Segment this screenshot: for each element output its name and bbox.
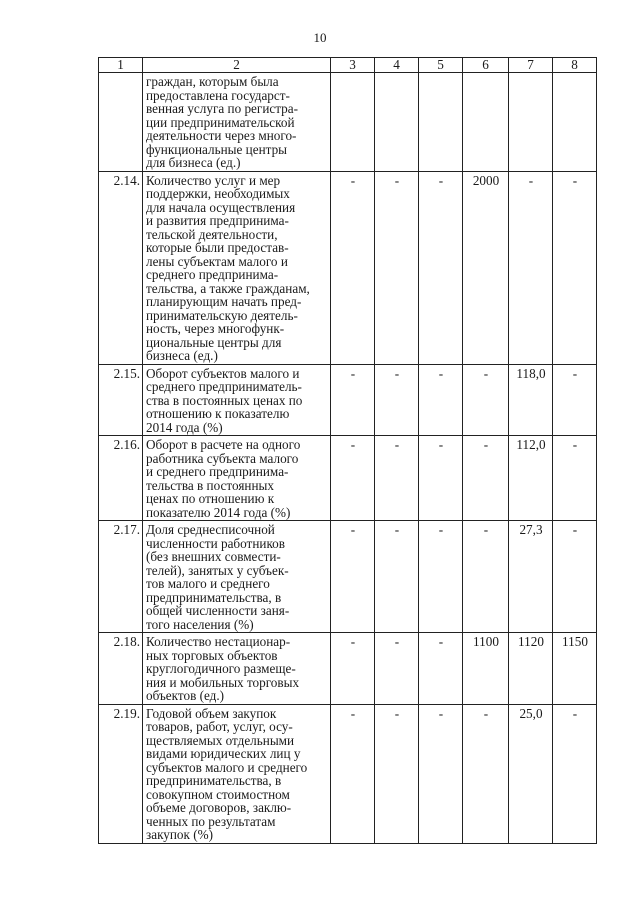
description-line: и развития предпринима- [146,213,289,228]
column-header: 2 [143,58,331,73]
row-number: 2.16. [99,436,143,521]
indicator-description [143,171,331,364]
column-header: 4 [375,58,419,73]
description-line: круглогодичного размеще- [146,661,296,676]
description-line: ценах по отношению к [146,491,275,506]
description-line: граждан, которым была [146,74,279,89]
description-line: объектов (ед.) [146,688,225,703]
value-cell-col-3 [331,73,375,172]
description-line: среднего предпринима- [146,267,279,282]
description-line: численности работников [146,535,285,551]
description-line: ных торговых объектов [146,647,278,663]
description-line: Количество услуг и мер [146,172,281,188]
value-cell-col-5: - [419,704,463,843]
description-line: Оборот субъектов малого и [146,365,300,381]
value-cell-col-8: - [553,171,597,364]
table-row [99,364,597,436]
value-cell-col-5 [419,73,463,172]
description-line: ществляемых отдельными [146,732,295,748]
description-line: работника субъекта малого [146,450,299,466]
value-cell-col-3: - [331,171,375,364]
description-line: Количество нестационар- [146,634,291,649]
description-line: Доля среднесписочной [146,522,275,537]
value-cell-col-4: - [375,436,419,521]
description-line: тов малого и среднего [146,576,270,591]
description-line: предпринимательства, в [146,589,282,605]
indicator-description [143,521,331,633]
description-line: закупок (%) [146,827,213,842]
value-cell-col-5: - [419,521,463,633]
indicators-table [98,57,597,844]
value-cell-col-5: - [419,633,463,705]
value-cell-col-6 [463,73,509,172]
value-cell-col-4: - [375,633,419,705]
description-line: Годовой объем закупок [146,705,277,721]
value-cell-col-5: - [419,171,463,364]
value-cell-col-6: 1100 [463,633,509,705]
value-cell-col-8: - [553,521,597,633]
value-cell-col-7: 1120 [509,633,553,705]
value-cell-col-4: - [375,704,419,843]
value-cell-col-3: - [331,364,375,436]
column-header: 1 [99,58,143,73]
description-line: ность, через многофунк- [146,321,285,336]
indicator-description [143,364,331,436]
description-line: деятельности через много- [146,128,297,143]
value-cell-col-6: - [463,521,509,633]
page-number: 10 [313,30,327,45]
description-line: тельства в постоянных [146,477,274,493]
column-header: 3 [331,58,375,73]
value-cell-col-8: - [553,364,597,436]
value-cell-col-6: - [463,364,509,436]
row-number: 2.15. [99,364,143,436]
description-line: тельства, а также гражданам, [146,280,310,296]
description-line: функциональные центры [146,141,288,157]
row-number: 2.18. [99,633,143,705]
description-line: 2014 года (%) [146,419,223,435]
description-line: Оборот в расчете на одного [146,437,301,452]
description-line: и среднего предпринима- [146,464,289,479]
row-number: 2.14. [99,171,143,364]
value-cell-col-8: - [553,704,597,843]
description-line: отношению к показателю [146,406,290,421]
description-line: для бизнеса (ед.) [146,155,241,170]
table-row [99,73,597,172]
table-row [99,436,597,521]
description-line: лены субъектам малого и [146,253,288,269]
row-number [99,73,143,172]
row-number: 2.19. [99,704,143,843]
value-cell-col-7: 118,0 [509,364,553,436]
value-cell-col-7: - [509,171,553,364]
description-line: показателю 2014 года (%) [146,504,291,520]
value-cell-col-6: - [463,436,509,521]
description-line: общей численности заня- [146,603,290,618]
value-cell-col-3: - [331,521,375,633]
description-line: субъектов малого и среднего [146,759,308,775]
indicator-description [143,704,331,843]
column-header: 7 [509,58,553,73]
description-line: предоставлена государст- [146,87,290,103]
value-cell-col-5: - [419,364,463,436]
table-row [99,171,597,364]
value-cell-col-6: 2000 [463,171,509,364]
description-line: предпринимательства, в [146,773,282,788]
description-line: ния и мобильных торговых [146,674,300,690]
value-cell-col-7: 25,0 [509,704,553,843]
column-header: 8 [553,58,597,73]
description-line: совокупном стоимостном [146,786,290,802]
description-line: тельской деятельности, [146,226,278,242]
value-cell-col-8: - [553,436,597,521]
description-line: венная услуга по регистра- [146,101,298,116]
value-cell-col-4 [375,73,419,172]
description-line: того населения (%) [146,616,254,632]
indicator-description [143,633,331,705]
table-row [99,521,597,633]
description-line: ции предпринимательской [146,114,295,130]
value-cell-col-6: - [463,704,509,843]
description-line: циональные центры для [146,334,282,350]
description-line: (без внешних совмести- [146,549,281,564]
value-cell-col-4: - [375,171,419,364]
description-line: бизнеса (ед.) [146,348,218,363]
indicator-description [143,73,331,172]
value-cell-col-7 [509,73,553,172]
description-line: среднего предприниматель- [146,379,302,394]
table-row [99,633,597,705]
description-line: для начала осуществления [146,199,296,215]
description-line: ства в постоянных ценах по [146,392,303,408]
value-cell-col-7: 112,0 [509,436,553,521]
description-line: объеме договоров, заклю- [146,800,292,815]
table-row [99,704,597,843]
column-header: 6 [463,58,509,73]
value-cell-col-4: - [375,521,419,633]
value-cell-col-7: 27,3 [509,521,553,633]
row-number: 2.17. [99,521,143,633]
indicator-description [143,436,331,521]
description-line: видами юридических лиц у [146,746,301,761]
description-line: поддержки, необходимых [146,186,290,201]
header-row [99,58,597,73]
value-cell-col-3: - [331,704,375,843]
description-line: которые были предостав- [146,240,289,255]
value-cell-col-8 [553,73,597,172]
value-cell-col-3: - [331,633,375,705]
description-line: принимательскую деятель- [146,307,298,323]
value-cell-col-8: 1150 [553,633,597,705]
value-cell-col-4: - [375,364,419,436]
description-line: товаров, работ, услуг, осу- [146,719,293,734]
column-header: 5 [419,58,463,73]
value-cell-col-5: - [419,436,463,521]
description-line: телей), занятых у субъек- [146,562,289,578]
description-line: планирующим начать пред- [146,294,302,309]
description-line: ченных по результатам [146,813,276,829]
value-cell-col-3: - [331,436,375,521]
